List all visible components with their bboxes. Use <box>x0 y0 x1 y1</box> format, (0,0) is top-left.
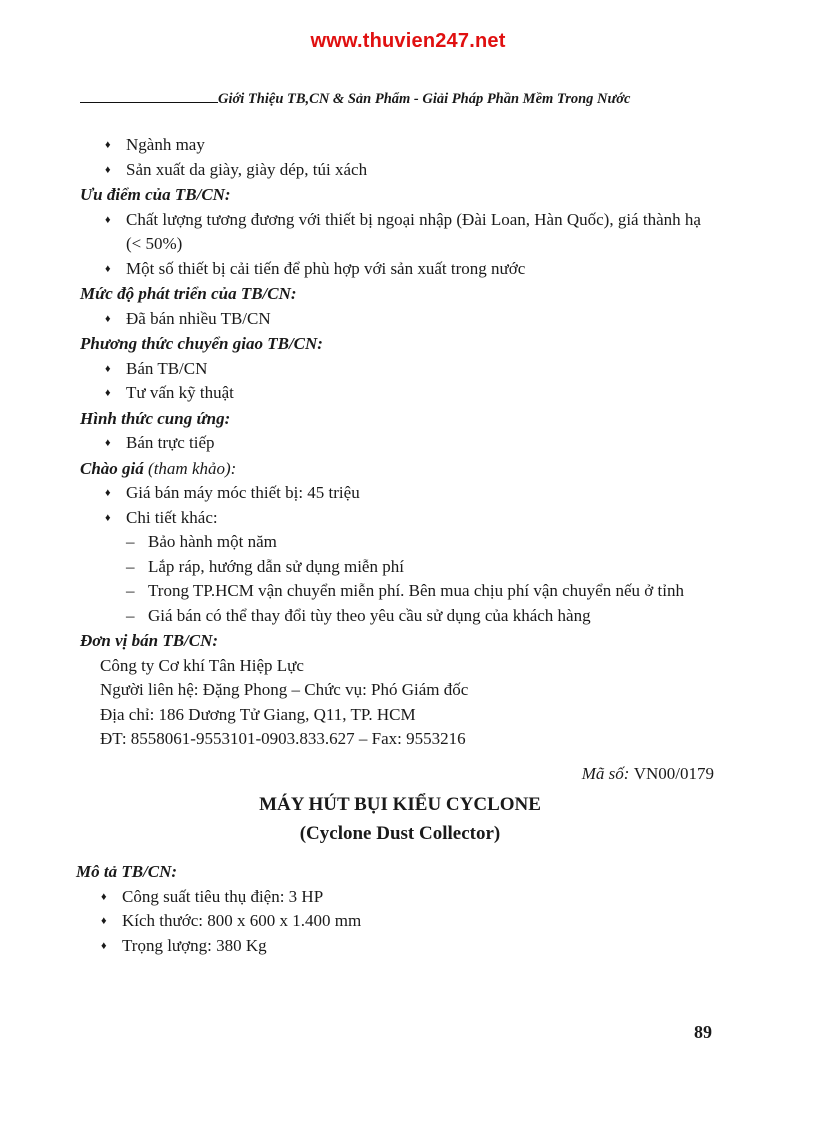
development-title: Mức độ phát triển của TB/CN: <box>80 284 297 303</box>
development-list <box>80 307 720 332</box>
list-item: ♦ Tư vấn kỹ thuật <box>104 381 720 406</box>
list-item: ♦ Bán TB/CN <box>104 357 720 382</box>
description-title: Mô tả TB/CN: <box>76 862 178 881</box>
pricing-list <box>80 481 720 628</box>
pricing-title-note: (tham khảo): <box>148 458 237 478</box>
seller-phone: ĐT: 8558061-9553101-0903.833.627 – Fax: 9553216 <box>100 729 466 748</box>
list-item <box>104 506 720 629</box>
list-item: – Giá bán có thể thay đổi tùy theo yêu cầu sử dụng của khách hàng <box>126 604 720 629</box>
page-number: 89 <box>694 1022 712 1042</box>
advantages-list <box>80 208 720 282</box>
list-item: – Trong TP.HCM vận chuyển miễn phí. Bên mua chịu phí vận chuyển nếu ở tỉnh <box>126 579 720 604</box>
list-item: ♦ Sản xuất da giày, giày dép, túi xách <box>104 158 720 183</box>
product-subtitle: (Cyclone Dust Collector) <box>299 823 501 844</box>
intro-list <box>80 133 720 182</box>
running-header <box>80 91 720 108</box>
product-code-label: Mã số: <box>581 763 630 783</box>
header-rule <box>80 102 218 103</box>
list-item: ♦ Đã bán nhiều TB/CN <box>104 307 720 332</box>
transfer-list <box>80 357 720 406</box>
pricing-details-list <box>126 530 720 628</box>
list-item: ♦ Bán trực tiếp <box>104 431 720 456</box>
list-item: ♦ Kích thước: 800 x 600 x 1.400 mm <box>100 909 720 934</box>
header-title: Giới Thiệu TB,CN & Sản Phẩm - Giải Pháp Phần Mềm Trong Nước <box>218 91 631 107</box>
product-code <box>80 762 720 787</box>
description-list <box>80 885 720 959</box>
list-item: ♦ Công suất tiêu thụ điện: 3 HP <box>100 885 720 910</box>
pricing-details-label: Chi tiết khác: <box>126 507 218 527</box>
seller-title: Đơn vị bán TB/CN: <box>80 631 219 650</box>
supply-list <box>80 431 720 456</box>
seller-address: Địa chỉ: 186 Dương Tử Giang, Q11, TP. HCM <box>100 704 416 724</box>
list-item: ♦ Ngành may <box>104 133 720 158</box>
product-code-value: VN00/0179 <box>633 763 714 783</box>
advantages-title: Ưu điểm của TB/CN: <box>80 185 231 204</box>
seller-contact: Người liên hệ: Đặng Phong – Chức vụ: Phó Giám đốc <box>100 680 469 699</box>
list-item: ♦ Một số thiết bị cải tiến để phù hợp với sản xuất trong nước <box>104 257 720 282</box>
site-url[interactable]: www.thuvien247.net <box>310 30 506 52</box>
transfer-title: Phương thức chuyển giao TB/CN: <box>80 334 323 353</box>
list-item: – Lắp ráp, hướng dẫn sử dụng miễn phí <box>126 555 720 580</box>
pricing-title <box>80 457 720 482</box>
list-item: ♦ Trọng lượng: 380 Kg <box>100 934 720 959</box>
supply-title: Hình thức cung ứng: <box>80 408 231 428</box>
list-item: – Bảo hành một năm <box>126 530 720 555</box>
product-title: MÁY HÚT BỤI KIỂU CYCLONE <box>259 794 541 815</box>
list-item: ♦ Giá bán máy móc thiết bị: 45 triệu <box>104 481 720 506</box>
page-content <box>76 133 720 958</box>
seller-company: Công ty Cơ khí Tân Hiệp Lực <box>100 655 304 675</box>
pricing-title-main: Chào giá <box>80 458 144 478</box>
list-item: ♦ Chất lượng tương đương với thiết bị ngoại nhập (Đài Loan, Hàn Quốc), giá thành hạ (< 50%) <box>104 208 720 257</box>
